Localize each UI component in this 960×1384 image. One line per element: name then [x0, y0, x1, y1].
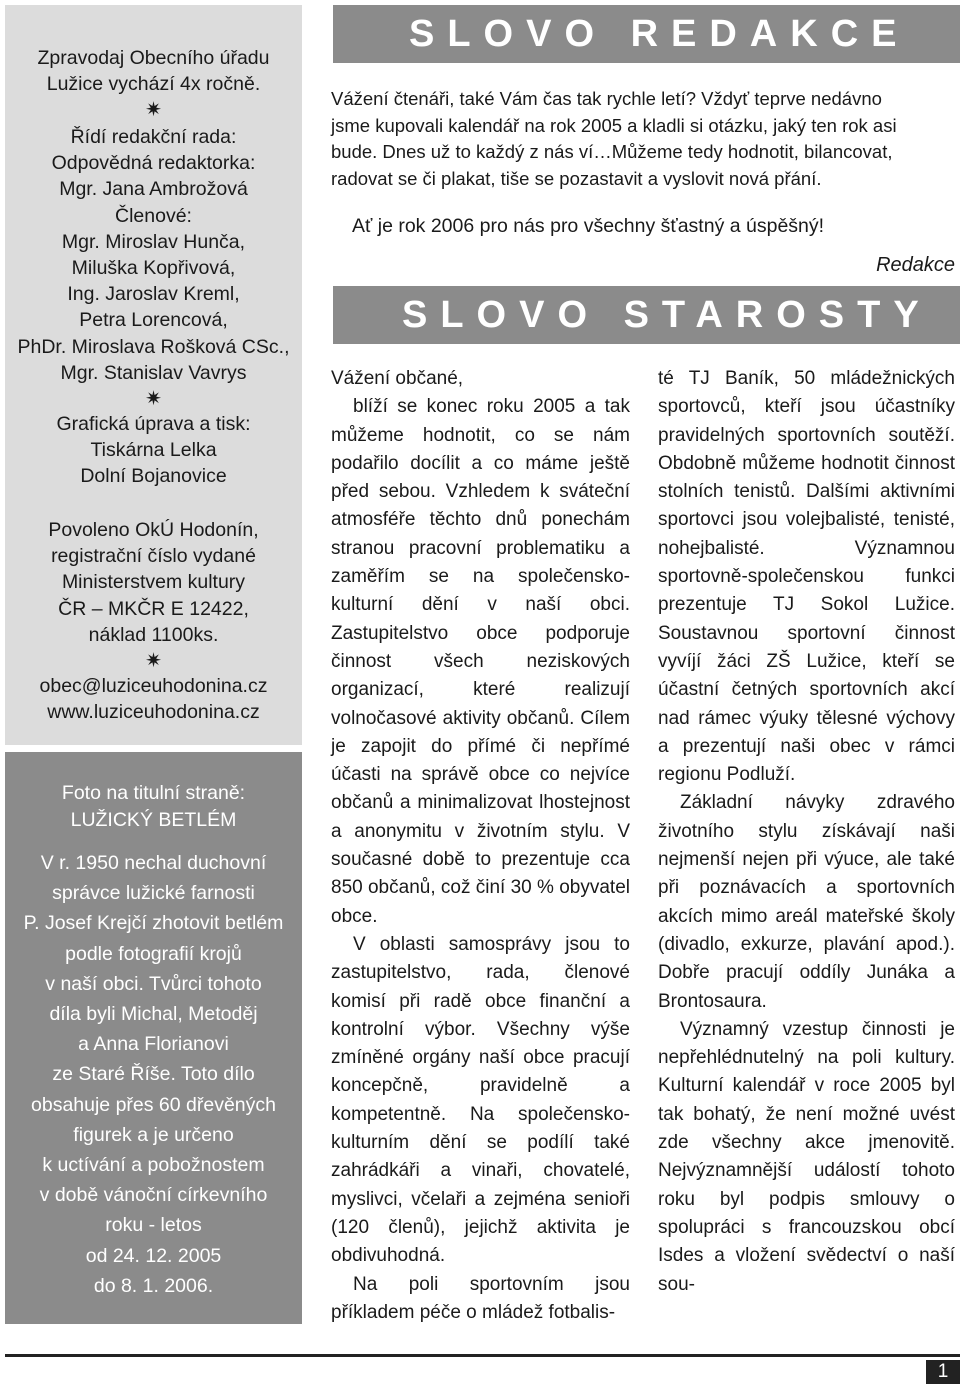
redakce-line: bude. Dnes už to každý z nás ví…Můžeme tedy hodnotit, bilancovat,	[331, 141, 893, 162]
redakce-signature: Redakce	[876, 254, 955, 276]
masthead-box	[5, 5, 302, 745]
paragraph: blíží se konec roku 2005 a tak můžeme hodnotit, co se nám podařilo docílit a co máme ještě před sebou. Vzhledem k sváteční atmosféře těchto dnů ponechám stranou pracovní problematiku a zaměřím se na společensko-kulturní dění v naší obci. Zastupitelstvo obce podporuje činnost všech neziskových organizací, které realizují volnočasové aktivity občanů. Cílem je zapojit do přímé či nepřímé účasti na správě obce co nejvíce občanů a minimalizovat lhostejnost a anonymitu v životním stylu. V současné době to prezentuje cca 850 občanů, což činí 30 % obyvatel obce.	[331, 396, 630, 927]
banner-title: SLOVO REDAKCE	[409, 13, 910, 55]
editorial-board	[5, 124, 302, 412]
paragraph: Základní návyky zdravého životního stylu získávají naši nejmenší nejen při výuce, ale také při poznávacích a sportovních akcích mimo areál mateřské školy (divadlo, exkurze, plavání apod.). Dobře pracují oddíly Junáka a Brontosaura.	[658, 792, 955, 1012]
board-line: Petra Lorencová,	[79, 309, 228, 332]
print-line: Dolní Bojanovice	[80, 465, 227, 488]
board-line: Mgr. Jana Ambrožová	[59, 178, 248, 201]
paragraph: V oblasti samosprávy jsou to zastupitelstvo, rada, členové komisí při radě obce finanční a kontrolní výbor. Všechny výše zmíněné orgány naší obce pracují koncepčně, pravidelně a kompetentně. Na společensko-kulturním dění se podílí také zahrádkáři a vinaři, chovatelé, myslivci, včelaři a zejména senioři (120 členů), jejichž aktivita je obdivuhodná.	[331, 933, 630, 1267]
registration-line: registrační číslo vydané	[51, 545, 256, 568]
caption-text-line: ze Staré Říše. Toto dílo	[52, 1063, 255, 1086]
banner-slovo-starosty	[333, 286, 960, 344]
masthead-intro	[5, 45, 302, 123]
photo-caption-title	[5, 780, 302, 834]
board-line: Členové:	[115, 204, 192, 227]
registration-line: ČR – MKČR E 12422,	[58, 597, 249, 620]
caption-text-line: v naší obci. Tvůrci tohoto	[45, 972, 262, 995]
registration-line: náklad 1100ks.	[88, 623, 219, 646]
print-line: Tiskárna Lelka	[90, 439, 217, 462]
star-divider-icon: ✷	[145, 99, 162, 122]
redakce-wish: Ať je rok 2006 pro nás pro všechny šťastný a úspěšný!	[352, 215, 825, 237]
masthead-line: Zpravodaj Obecního úřadu	[37, 47, 270, 69]
paragraph: Významný vzestup činnosti je nepřehlédnutelný na poli kultury. Kulturní kalendář v roce 2005 byl tak bohatý, že není možné uvést zde všechny akce jmenovitě. Nejvýznamnější událostí tohoto roku byl podpis smlouvy o spolupráci s francouzskou obcí Isdes a vložení svědectví o naší sou-	[658, 1018, 955, 1295]
redakce-text	[331, 86, 960, 192]
paragraph: Na poli sportovním jsou příkladem péče o mládež fotbalis-	[331, 1273, 630, 1323]
board-line: Ing. Jaroslav Kreml,	[67, 283, 240, 306]
registration-line: Ministerstvem kultury	[61, 571, 246, 594]
caption-text-line: podle fotografií krojů	[65, 942, 242, 965]
board-line: Mgr. Stanislav Vavrys	[60, 361, 247, 384]
caption-text-line: díla byli Michal, Metoděj	[49, 1003, 258, 1026]
redakce-line: Vážení čtenáři, také Vám čas tak rychle letí? Vždyť teprve nedávno	[331, 88, 882, 109]
paragraph: té TJ Baník, 50 mládežnických sportovců, kteří jsou účastníky pravidelných sportovních soutěží. Obdobně můžeme hodnotit činnost stolních tenistů. Dalšími aktivními sportovci jsou volejbalisté, tenisté, nohejbalisté. Významnou sportovně-společenskou funkci prezentuje TJ Sokol Lužice. Soustavnou sportovní činnost vyvíjí žáci ZŠ Lužice, kteří se účastní četných sportovních akcí nad rámec výuky tělesné výchovy a prezentují naši obec v rámci regionu Podluží.	[658, 368, 955, 786]
caption-text-line: a Anna Florianovi	[78, 1033, 229, 1056]
registration-info	[5, 517, 302, 674]
caption-text-line: P. Josef Krejčí zhotovit betlém	[23, 912, 284, 935]
contact-line: www.luziceuhodonina.cz	[47, 701, 260, 724]
board-line: Mgr. Miroslav Hunča,	[61, 230, 246, 253]
registration-line: Povoleno OkÚ Hodonín,	[48, 519, 259, 541]
redakce-line: jsme kupovali kalendář na rok 2005 a kladli si otázku, jaký ten rok asi	[331, 114, 897, 136]
page-number: 1	[926, 1360, 960, 1384]
board-line: Odpovědná redaktorka:	[51, 152, 256, 175]
banner-title: SLOVO STAROSTY	[402, 294, 932, 336]
redakce-line: radovat se či plakat, tiše se pozastavit a vyslovit nová přání.	[331, 167, 822, 189]
caption-text-line: do 8. 1. 2006.	[93, 1274, 214, 1297]
board-line: Řídí redakční rada:	[70, 126, 237, 148]
caption-text-line: od 24. 12. 2005	[85, 1244, 222, 1267]
caption-text-line: k uctívání a pobožnostem	[42, 1154, 265, 1177]
starosty-column-2	[658, 365, 955, 1299]
caption-text-line: v době vánoční církevního	[39, 1184, 268, 1207]
star-divider-icon: ✷	[145, 388, 162, 411]
caption-line: LUŽICKÝ BETLÉM	[70, 809, 237, 831]
contact-line: obec@luziceuhodonina.cz	[39, 675, 268, 697]
banner-slovo-redakce	[333, 5, 960, 63]
board-line: Miluška Kopřivová,	[71, 257, 236, 280]
caption-text-line: figurek a je určeno	[73, 1123, 234, 1146]
board-line: PhDr. Miroslava Rošková CSc.,	[17, 335, 290, 358]
footer-rule	[5, 1354, 960, 1357]
caption-text-line: roku - letos	[105, 1214, 202, 1237]
masthead-line: Lužice vychází 4x ročně.	[46, 73, 261, 96]
print-info	[5, 411, 302, 490]
starosty-column-1	[331, 365, 630, 1327]
paragraph: Vážení občané,	[331, 368, 464, 389]
caption-text-line: správce lužické farnosti	[52, 882, 255, 905]
photo-caption-box	[5, 752, 302, 1324]
caption-text-line: obsahuje přes 60 dřevěných	[31, 1093, 276, 1116]
star-divider-icon: ✷	[145, 650, 162, 673]
contact-info	[5, 673, 302, 725]
caption-line: Foto na titulní straně:	[61, 782, 246, 804]
print-line: Grafická úprava a tisk:	[56, 413, 251, 435]
photo-caption-text	[5, 848, 302, 1301]
caption-text-line: V r. 1950 nechal duchovní	[40, 852, 267, 874]
